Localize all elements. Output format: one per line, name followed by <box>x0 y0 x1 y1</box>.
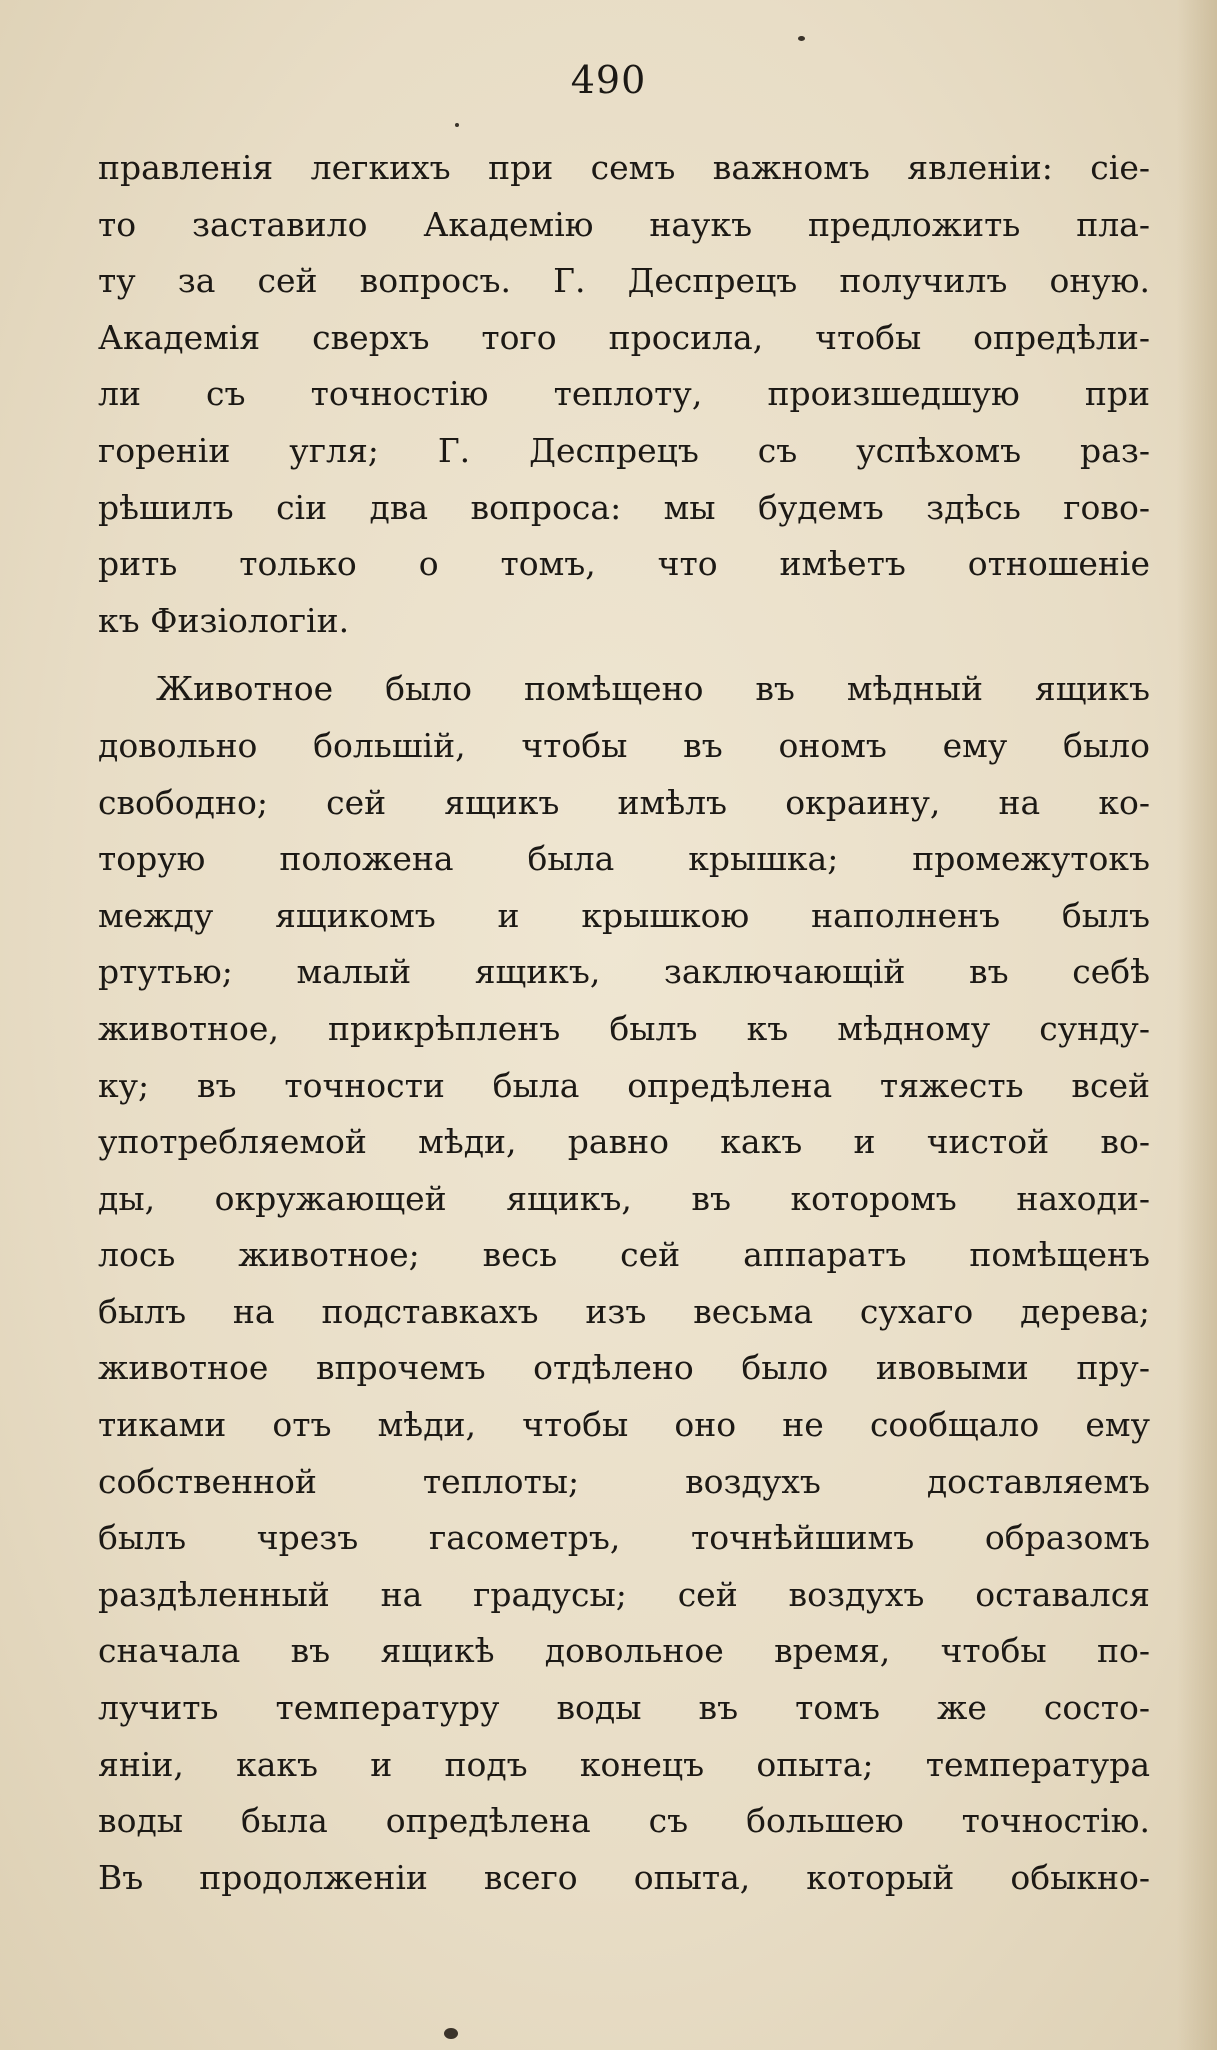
text-line: Академія сверхъ того просила, чтобы опредѣли- <box>98 317 1150 357</box>
page-edge-shadow <box>1177 0 1217 2050</box>
text-line: ды, окружающей ящикъ, въ которомъ находи- <box>98 1178 1150 1218</box>
ink-speck <box>798 36 805 41</box>
text-line: сначала въ ящикѣ довольное время, чтобы по- <box>98 1631 1150 1671</box>
text-line: гореніи угля; Г. Деспрецъ съ успѣхомъ раз- <box>98 430 1150 470</box>
paragraph-gap <box>98 649 1150 661</box>
text-line: то заставило Академію наукъ предложить пла- <box>98 204 1150 244</box>
text-line: былъ на подставкахъ изъ весьма сухаго дерева; <box>98 1291 1150 1331</box>
text-line: тиками отъ мѣди, чтобы оно не сообщало ему <box>98 1405 1150 1445</box>
text-line: яніи, какъ и подъ конецъ опыта; температура <box>98 1744 1150 1784</box>
text-line: довольно большій, чтобы въ ономъ ему было <box>98 725 1150 765</box>
text-line: животное, прикрѣпленъ былъ къ мѣдному сунду- <box>98 1008 1150 1048</box>
text-line: ку; въ точности была опредѣлена тяжесть всей <box>98 1065 1150 1105</box>
page-number: 490 <box>570 58 647 102</box>
text-line: ртутью; малый ящикъ, заключающій въ себѣ <box>98 952 1150 992</box>
text-line: рѣшилъ сіи два вопроса: мы будемъ здѣсь гово- <box>98 487 1150 527</box>
ink-speck <box>455 123 459 127</box>
paragraph-2 <box>98 661 1150 1906</box>
text-line: торую положена была крышка; промежутокъ <box>98 839 1150 879</box>
ink-speck <box>444 2028 458 2039</box>
text-line: ту за сей вопросъ. Г. Деспрецъ получилъ оную. <box>98 261 1150 301</box>
text-line: ли съ точностію теплоту, произшедшую при <box>98 374 1150 414</box>
text-line: рить только о томъ, что имѣетъ отношеніе <box>98 544 1150 584</box>
text-line: былъ чрезъ гасометръ, точнѣйшимъ образомъ <box>98 1518 1150 1558</box>
paragraph-1 <box>98 140 1150 649</box>
text-line: Животное было помѣщено въ мѣдный ящикъ <box>156 669 1150 709</box>
text-line: къ Физіологіи. <box>98 600 350 640</box>
text-line: правленія легкихъ при семъ важномъ явленіи: сіе- <box>98 148 1150 187</box>
text-line: лось животное; весь сей аппаратъ помѣщенъ <box>98 1235 1150 1275</box>
text-line: собственной теплоты; воздухъ доставляемъ <box>98 1461 1150 1501</box>
text-line: лучить температуру воды въ томъ же состо- <box>98 1688 1150 1728</box>
text-line: свободно; сей ящикъ имѣлъ окраину, на ко- <box>98 782 1150 822</box>
text-line: животное впрочемъ отдѣлено было ивовыми пру- <box>98 1348 1150 1388</box>
text-line: воды была опредѣлена съ большею точностію. <box>98 1801 1150 1841</box>
body-text <box>98 140 1150 1906</box>
text-line: раздѣленный на градусы; сей воздухъ оставался <box>98 1574 1150 1614</box>
text-line: Въ продолженіи всего опыта, который обыкно- <box>98 1857 1150 1897</box>
text-line: употребляемой мѣди, равно какъ и чистой во- <box>98 1122 1150 1162</box>
text-line: между ящикомъ и крышкою наполненъ былъ <box>98 895 1150 935</box>
